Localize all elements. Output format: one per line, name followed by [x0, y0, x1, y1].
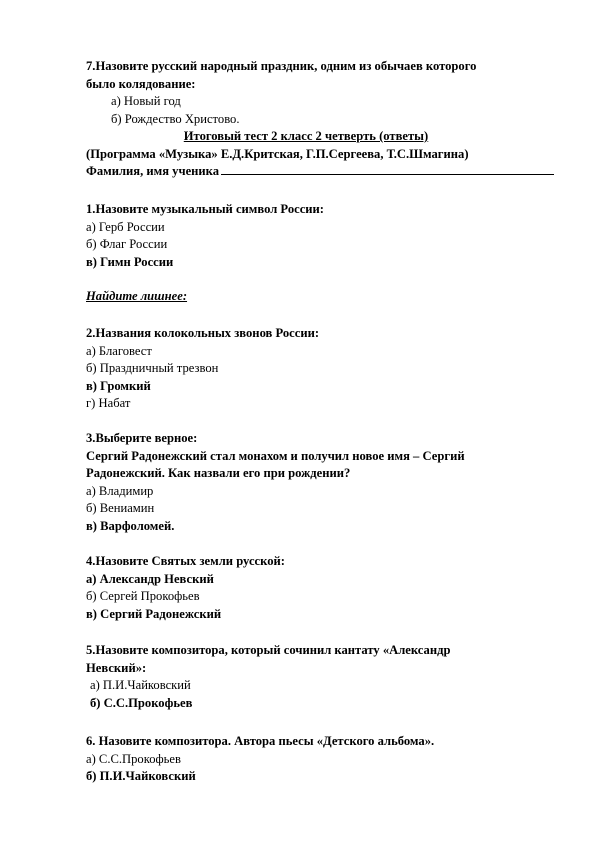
question-4-option-b: б) Сергей Прокофьев	[86, 589, 200, 604]
question-4-option-a: а) Александр Невский	[86, 571, 214, 586]
question-6-option-a: а) С.С.Прокофьев	[86, 751, 181, 766]
question-2-option-a: а) Благовест	[86, 343, 152, 358]
question-6	[86, 733, 526, 786]
question-2-title: 2.Названия колокольных звонов России:	[86, 326, 320, 340]
question-7-line-2: было колядование:	[86, 76, 196, 91]
question-6-title: 6. Назовите композитора. Автора пьесы «Детского альбома».	[86, 734, 435, 748]
question-4-title: 4.Назовите Святых земли русской:	[86, 554, 285, 568]
question-3	[86, 430, 526, 536]
question-6-option-b: б) П.И.Чайковский	[86, 769, 196, 784]
question-3-title: 3.Выберите верное:	[86, 431, 198, 445]
program-line: (Программа «Музыка» Е.Д.Критская, Г.П.Сергеева, Т.С.Шмагина)	[86, 146, 469, 161]
question-1	[86, 201, 526, 271]
question-1-title: 1.Назовите музыкальный символ России:	[86, 202, 324, 216]
question-7	[86, 58, 526, 128]
question-1-option-a: а) Герб России	[86, 219, 165, 234]
question-5-line-2: Невский»:	[86, 660, 147, 675]
question-3-text-1: Сергий Радонежский стал монахом и получил новое имя – Сергий	[86, 448, 465, 463]
question-1-option-b: б) Флаг России	[86, 237, 168, 252]
find-extra-section	[86, 288, 526, 306]
question-3-option-c: в) Варфоломей.	[86, 518, 175, 533]
question-7-line-1: 7.Назовите русский народный праздник, одним из обычаев которого	[86, 59, 477, 73]
answers-title: Итоговый тест 2 класс 2 четверть (ответы)	[183, 129, 429, 143]
question-3-option-a: а) Владимир	[86, 483, 154, 498]
question-5-option-a: а) П.И.Чайковский	[90, 678, 191, 693]
question-5-line-1: 5.Назовите композитора, который сочинил кантату «Александр	[86, 643, 451, 657]
find-extra-heading: Найдите лишнее:	[86, 289, 188, 303]
question-2-option-c: в) Громкий	[86, 378, 151, 393]
student-name-blank	[221, 163, 554, 175]
question-3-option-b: б) Вениамин	[86, 501, 155, 516]
question-5-option-b: б) С.С.Прокофьев	[90, 695, 193, 710]
question-3-text-2: Радонежский. Как назвали его при рождении?	[86, 466, 351, 481]
question-2	[86, 325, 526, 413]
student-name-label: Фамилия, имя ученика	[86, 164, 220, 179]
question-5	[86, 642, 526, 712]
question-1-option-c: в) Гимн России	[86, 254, 174, 269]
question-7-option-a: а) Новый год	[111, 94, 181, 109]
answers-header	[86, 128, 526, 181]
question-2-option-d: г) Набат	[86, 396, 131, 411]
question-4	[86, 553, 526, 623]
question-7-option-b: б) Рождество Христово.	[111, 111, 240, 126]
question-2-option-b: б) Праздничный трезвон	[86, 361, 219, 376]
question-4-option-c: в) Сергий Радонежский	[86, 606, 222, 621]
student-name-line	[86, 163, 526, 181]
